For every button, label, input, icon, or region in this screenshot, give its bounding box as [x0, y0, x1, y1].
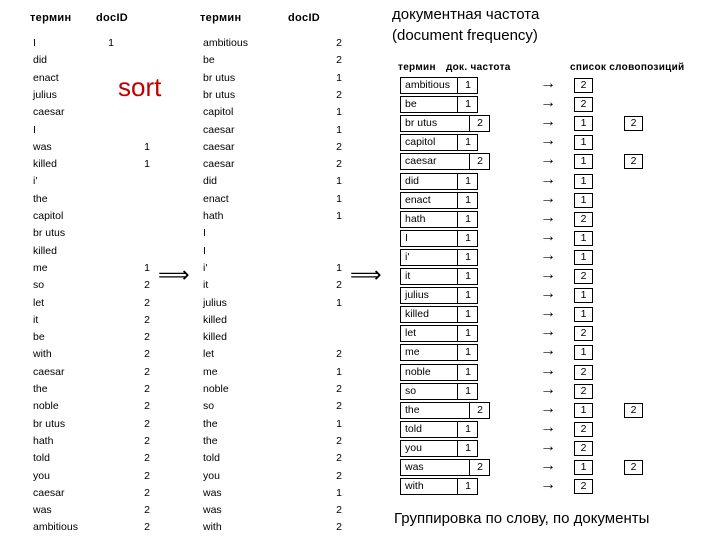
dictionary-freq: 2 [469, 116, 490, 131]
middle-docid-cell: 1 [336, 192, 342, 205]
left-docid-cell: 1 [108, 37, 114, 49]
dictionary-entry [400, 306, 478, 323]
left-term-cell: br utus [33, 417, 66, 430]
middle-term-cell: the [203, 417, 218, 430]
middle-term-cell: noble [203, 383, 229, 395]
arrow-icon: → [540, 418, 556, 436]
dictionary-entry [400, 364, 478, 381]
posting-box: 1 [574, 288, 593, 303]
left-term-cell: noble [33, 400, 59, 413]
left-term-cell: ambitious [33, 521, 78, 534]
dictionary-entry [400, 77, 478, 94]
arrow-icon: → [540, 285, 556, 303]
left-term-cell: I [33, 123, 36, 136]
posting-box: 1 [574, 154, 593, 169]
dictionary-entry [400, 440, 478, 457]
middle-term-cell: with [203, 521, 222, 534]
middle-term-cell: let [203, 348, 215, 361]
middle-term-cell: killed [203, 313, 227, 326]
arrow-icon: → [540, 208, 556, 226]
dictionary-term: caesar [405, 155, 437, 168]
middle-docid-cell: 2 [336, 504, 342, 517]
arrow-icon: → [540, 170, 556, 188]
posting-box: 1 [574, 307, 593, 322]
posting-box: 2 [574, 441, 593, 456]
middle-docid-cell: 2 [336, 400, 342, 413]
dictionary-entry [400, 287, 478, 304]
left-docid-cell: 2 [144, 348, 150, 361]
posting-box: 2 [574, 97, 593, 112]
middle-docid-cell: 2 [336, 279, 342, 292]
caption: Группировка по слову, по документы [394, 510, 650, 527]
left-term-cell: julius [33, 88, 57, 101]
middle-docid-cell: 1 [336, 123, 342, 136]
middle-term-cell: br utus [203, 71, 236, 84]
left-term-cell: hath [33, 434, 54, 447]
arrow-icon: → [540, 457, 556, 474]
middle-term-cell: me [203, 365, 218, 378]
dict-postings-header: список словопозиций [570, 62, 685, 73]
dict-term-header: термин [398, 62, 436, 73]
posting-box: 1 [574, 135, 593, 150]
middle-docid-cell: 2 [336, 469, 342, 482]
arrow-icon: → [540, 246, 556, 264]
arrow-icon: → [540, 266, 556, 283]
left-docid-cell: 1 [144, 261, 150, 274]
left-term-cell: with [33, 348, 52, 361]
middle-term-cell: I [203, 227, 206, 240]
posting-box: 1 [574, 116, 593, 131]
dictionary-entry [400, 192, 478, 209]
posting-box: 1 [574, 250, 593, 265]
middle-docid-cell: 2 [336, 452, 342, 465]
left-docid-cell: 2 [144, 504, 150, 517]
arrow-icon: → [540, 361, 556, 379]
left-term-cell: did [33, 54, 48, 67]
arrow-icon: → [540, 94, 556, 112]
middle-docid-cell: 1 [336, 71, 342, 84]
posting-box: 2 [624, 116, 643, 131]
posting-box: 1 [574, 345, 593, 360]
dictionary-term: did [405, 174, 420, 187]
left-term-cell: let [33, 296, 45, 309]
middle-term-cell: you [203, 469, 220, 482]
arrow-icon: → [540, 151, 556, 169]
arrow-icon: → [540, 437, 556, 455]
middle-docid-cell: 1 [336, 365, 342, 378]
left-docid-cell: 2 [144, 383, 150, 395]
dictionary-entry [400, 134, 478, 151]
middle-term-cell: enact [203, 192, 229, 205]
doc-freq-subtitle: (document frequency) [392, 27, 538, 44]
middle-term-cell: so [203, 400, 215, 413]
arrow-icon: → [540, 399, 556, 417]
middle-docid-cell: 2 [336, 434, 342, 447]
dictionary-term: br utus [405, 117, 438, 130]
dictionary-freq: 1 [457, 212, 478, 227]
posting-box: 2 [574, 422, 593, 437]
posting-box: 2 [624, 154, 643, 169]
left-docid-cell: 2 [144, 365, 150, 378]
posting-box: 2 [574, 479, 593, 494]
dictionary-term: let [405, 327, 417, 340]
dictionary-freq: 1 [457, 97, 478, 112]
middle-term-cell: killed [203, 331, 227, 344]
middle-term-cell: caesar [203, 123, 235, 136]
dictionary-freq: 1 [457, 365, 478, 380]
left-term-cell: me [33, 261, 48, 274]
dictionary-term: it [405, 270, 411, 282]
dictionary-freq: 1 [457, 231, 478, 246]
left-term-cell: was [33, 504, 52, 517]
middle-col-docid-header: docID [288, 12, 321, 24]
middle-docid-cell: 1 [336, 417, 342, 430]
left-term-cell: told [33, 452, 50, 465]
dictionary-entry [400, 173, 478, 190]
dictionary-term: was [405, 461, 424, 473]
dictionary-freq: 1 [457, 441, 478, 456]
middle-term-cell: be [203, 54, 215, 67]
left-col-docid-header: docID [96, 12, 129, 24]
dictionary-freq: 2 [469, 154, 490, 169]
arrow-icon: → [540, 380, 556, 398]
middle-term-cell: hath [203, 210, 224, 222]
middle-docid-cell: 2 [336, 140, 342, 153]
posting-box: 1 [574, 403, 593, 418]
left-term-cell: i' [33, 175, 38, 188]
dictionary-freq: 1 [457, 345, 478, 360]
middle-term-cell: did [203, 175, 218, 188]
left-term-cell: enact [33, 71, 59, 84]
left-term-cell: caesar [33, 486, 65, 499]
dictionary-entry [400, 230, 478, 247]
dictionary-entry [400, 115, 490, 132]
dictionary-term: I [405, 231, 408, 244]
middle-docid-cell: 1 [336, 106, 342, 119]
middle-term-cell: caesar [203, 158, 235, 171]
posting-box: 2 [624, 460, 643, 475]
left-docid-cell: 2 [144, 417, 150, 430]
dictionary-entry [400, 344, 478, 361]
middle-col-term-header: термин [200, 12, 242, 24]
left-docid-cell: 2 [144, 331, 150, 344]
posting-box: 1 [574, 231, 593, 246]
left-docid-cell: 2 [144, 400, 150, 413]
posting-box: 2 [574, 212, 593, 227]
left-docid-cell: 2 [144, 296, 150, 309]
middle-docid-cell: 1 [336, 261, 342, 274]
left-term-cell: caesar [33, 365, 65, 378]
posting-box: 1 [574, 193, 593, 208]
dictionary-freq: 1 [457, 135, 478, 150]
middle-docid-cell: 2 [336, 348, 342, 361]
arrow-icon: → [540, 342, 556, 360]
left-docid-cell: 2 [144, 521, 150, 534]
dictionary-term: told [405, 422, 422, 435]
dictionary-freq: 1 [457, 422, 478, 437]
middle-docid-cell: 2 [336, 37, 342, 49]
posting-box: 2 [574, 78, 593, 93]
dictionary-term: you [405, 441, 422, 454]
left-term-cell: so [33, 279, 45, 292]
posting-box: 2 [574, 326, 593, 341]
dictionary-term: noble [405, 365, 431, 378]
dictionary-entry [400, 478, 478, 495]
left-docid-cell: 1 [144, 158, 150, 171]
sort-label: sort [118, 72, 162, 102]
dictionary-freq: 1 [457, 307, 478, 322]
dictionary-freq: 1 [457, 269, 478, 284]
dictionary-freq: 1 [457, 250, 478, 265]
left-term-cell: be [33, 331, 45, 344]
dictionary-freq: 1 [457, 193, 478, 208]
dictionary-freq: 1 [457, 479, 478, 494]
dictionary-term: with [405, 480, 424, 493]
left-docid-cell: 2 [144, 279, 150, 292]
dictionary-term: enact [405, 193, 431, 206]
dictionary-entry [400, 96, 478, 113]
dictionary-term: ambitious [405, 79, 450, 91]
dictionary-entry [400, 459, 490, 476]
middle-term-cell: capitol [203, 106, 234, 119]
dictionary-term: killed [405, 308, 429, 321]
middle-term-cell: I [203, 244, 206, 257]
middle-docid-cell: 1 [336, 210, 342, 222]
arrow-icon: → [540, 304, 556, 322]
dictionary-freq: 1 [457, 384, 478, 399]
left-docid-cell: 2 [144, 469, 150, 482]
middle-docid-cell: 2 [336, 521, 342, 534]
left-term-cell: capitol [33, 210, 64, 222]
middle-term-cell: it [203, 279, 209, 292]
left-docid-cell: 2 [144, 313, 150, 326]
middle-term-cell: julius [203, 296, 227, 309]
dictionary-term: i' [405, 250, 410, 263]
double-arrow-icon: ⟹ [350, 262, 378, 287]
dictionary-entry [400, 153, 490, 170]
doc-freq-title: документная частота [392, 6, 540, 23]
dict-freq-header: док. частота [446, 62, 511, 73]
middle-docid-cell: 1 [336, 175, 342, 188]
left-col-term-header: термин [30, 12, 72, 24]
middle-docid-cell: 2 [336, 383, 342, 395]
left-docid-cell: 1 [144, 140, 150, 153]
dictionary-term: so [405, 384, 417, 397]
middle-term-cell: ambitious [203, 37, 248, 49]
dictionary-freq: 1 [457, 78, 478, 93]
middle-docid-cell: 1 [336, 296, 342, 309]
dictionary-term: julius [405, 289, 429, 302]
posting-box: 2 [574, 365, 593, 380]
dictionary-term: be [405, 98, 417, 111]
dictionary-freq: 2 [469, 460, 490, 475]
middle-term-cell: was [203, 504, 222, 517]
middle-docid-cell: 2 [336, 88, 342, 101]
left-term-cell: killed [33, 244, 57, 257]
dictionary-term: capitol [405, 136, 436, 149]
posting-box: 1 [574, 460, 593, 475]
arrow-icon: → [540, 113, 556, 131]
left-term-cell: was [33, 140, 52, 153]
left-term-cell: br utus [33, 227, 66, 240]
arrow-icon: → [540, 189, 556, 207]
posting-box: 2 [574, 269, 593, 284]
arrow-icon: → [540, 227, 556, 245]
left-term-cell: the [33, 383, 48, 395]
middle-term-cell: was [203, 486, 222, 499]
double-arrow-icon: ⟹ [158, 262, 186, 287]
left-term-cell: you [33, 469, 50, 482]
dictionary-entry [400, 325, 478, 342]
left-docid-cell: 2 [144, 452, 150, 465]
dictionary-entry [400, 402, 490, 419]
middle-term-cell: br utus [203, 88, 236, 101]
left-term-cell: killed [33, 158, 57, 171]
left-term-cell: the [33, 192, 48, 205]
left-term-cell: caesar [33, 106, 65, 119]
middle-term-cell: i' [203, 261, 208, 274]
dictionary-freq: 1 [457, 326, 478, 341]
left-docid-cell: 2 [144, 486, 150, 499]
dictionary-entry [400, 268, 478, 285]
arrow-icon: → [540, 132, 556, 150]
dictionary-freq: 1 [457, 288, 478, 303]
posting-box: 1 [574, 174, 593, 189]
left-term-cell: I [33, 37, 36, 49]
arrow-icon: → [540, 75, 556, 92]
middle-term-cell: told [203, 452, 220, 465]
dictionary-freq: 1 [457, 174, 478, 189]
middle-docid-cell: 2 [336, 158, 342, 171]
posting-box: 2 [624, 403, 643, 418]
dictionary-entry [400, 421, 478, 438]
middle-term-cell: caesar [203, 140, 235, 153]
dictionary-entry [400, 383, 478, 400]
dictionary-term: me [405, 346, 420, 359]
middle-docid-cell: 1 [336, 486, 342, 499]
dictionary-freq: 2 [469, 403, 490, 418]
left-docid-cell: 2 [144, 434, 150, 447]
arrow-icon: → [540, 476, 556, 494]
dictionary-entry [400, 249, 478, 266]
posting-box: 2 [574, 384, 593, 399]
dictionary-term: the [405, 403, 420, 416]
dictionary-term: hath [405, 212, 426, 225]
middle-term-cell: the [203, 434, 218, 447]
left-term-cell: it [33, 313, 39, 326]
middle-docid-cell: 2 [336, 54, 342, 67]
dictionary-entry [400, 211, 478, 228]
arrow-icon: → [540, 323, 556, 341]
